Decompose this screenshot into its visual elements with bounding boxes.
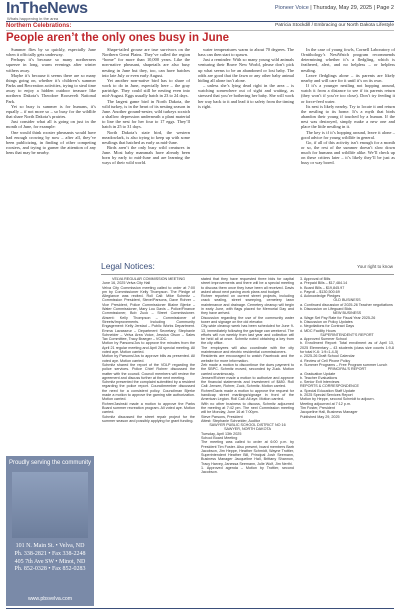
legal-paragraph: a. Special Education Staff Update xyxy=(300,388,356,393)
legal-paragraph: a. Prepaid Bills – $17,484.14 xyxy=(300,281,348,286)
issue-line: Pioneer Voice | Thursday, May 29, 2025 | Page 2 xyxy=(274,5,394,11)
legal-paragraph: 4. Acknowledge Pledges xyxy=(300,294,341,299)
legal-paragraph: Jensen/Rohrer made a motion to authorize and approve the financial statements and investment of $480. Roll Call: Jensen, Rohrer, Zuck, Schmitz. Motion carried. xyxy=(201,375,294,389)
ad-building-photo xyxy=(12,472,88,538)
legal-paragraph: d. MDC Facility Hours xyxy=(300,328,336,333)
legal-column-1 xyxy=(102,277,195,423)
legal-paragraph: c. Negotiations for Contract Days xyxy=(300,324,355,329)
legal-paragraph: Tuesday, April 13th 2025 xyxy=(201,431,242,436)
paragraph: Summer flies by so quickly, especially June when it officially gets underway. xyxy=(6,47,96,58)
article-column-4 xyxy=(301,47,395,166)
legal-paragraph: Schmitz shared the report of the VDLP regarding the police services. Police Chief Rohrer discussed the matter with the council. Council members will review the agreement and discuss further at the next meeting. xyxy=(102,362,195,380)
legal-paragraph: Discussion regarding the use of the community water tower and signage on the old elevator. xyxy=(201,315,294,324)
footer-rule xyxy=(6,608,394,609)
legal-paragraph: Velva City Commission meeting called to order at 7:00 pm by Commissioner Kelly Thompson. The Pledge of Allegiance was recited. Roll Call: Mike Schmitz – Commission President, Steve/Parsons, Dave Rohrer – Vice President, Police Commissioner Blaine Bjerke – Water Commissioner, Mary Lou Davis – Police/Finance Commissioner, Bob Zuck – Street Commissioner. Absent: Kelly Thompson – Commissioner of Streets/Improvements. Including Community Engagement: Kelly Jerstad – Public Works Department. Emma Lavasseur – Department Secretary, Stephanie Schneider – Velva Area Voice, Jessica Olson – Sales Tax Committee, Tracy Braeger – VCDC. xyxy=(102,285,195,342)
masthead-tagline: Whats happening in the area xyxy=(7,16,59,21)
legal-paragraph: a. Wage Set Pay Rate for Fiscal Year 2025-26 xyxy=(300,315,376,320)
legal-paragraph: Steve Parsons, President xyxy=(201,414,243,419)
legal-notices-title: Legal Notices: xyxy=(101,261,155,271)
paragraph: In the case of young fowls, Cornell Laboratory of Ornithology’s NestWatch program recommends determining whether it’s a fledgling, which is feathered, alert, and no helpless – or helpless nestling. xyxy=(301,47,395,73)
legal-paragraph: VELVA REGULAR COMMISSION MEETING xyxy=(111,277,185,281)
legal-paragraph: SUPERINTENDENT’S REPORT xyxy=(320,332,374,337)
legal-rule xyxy=(101,274,394,275)
legal-column-3 xyxy=(300,277,394,419)
legal-paragraph: Jacqueline Hall, Business Manager xyxy=(300,410,358,415)
legal-paragraph: PRINCIPAL’S REPORT xyxy=(327,367,367,372)
paragraph: Its nest is likely nearby. Try to locate it and return the nestling to its home. It’s a myth that birds abandon their young if touched by a human. If the nest was destroyed, simply make a new one and place the little nestling in it. xyxy=(301,103,395,130)
legal-paragraph: b. 2025 Special Services Report xyxy=(300,393,353,398)
paragraph: – unless she’s lying dead right in the area – is watching somewhere out of sight and waiting, as stressed that you’re bothering her baby. She will work her way back to it and lead it to safety from the timing is right. xyxy=(198,83,294,109)
legal-paragraph: Motion by Parsons/Jos to approve bills as presented. All voted aye. Motion carried. xyxy=(102,354,195,363)
legal-paragraph: Motion by Heppe, second Schmidt to adjourn. xyxy=(300,397,375,402)
ad-address-line: 101 N. Main St. • Velva, ND xyxy=(15,543,85,549)
legal-notices-subtitle: Your right to know xyxy=(357,264,393,269)
issue-date-page: Thursday, May 29, 2025 | Page 2 xyxy=(313,5,394,11)
paragraph: Go, if all of this activity isn’t enough for a month or so, the rest of the summer doesn’t slow down much for humans and wildlife alike. We’ll check up on these critters later – it’s likely they’ll be just as busy or way bored. xyxy=(301,139,395,166)
legal-paragraph: e. Summer Programs – Free Program summer Lunch xyxy=(300,362,388,367)
legal-paragraph: Residents are encouraged to watch Facebook and the website for more information. xyxy=(201,354,294,363)
legal-paragraph: a. Graduation Update xyxy=(300,371,336,376)
paragraph: Leave fledglings alone – its parents are likely nearby and will care for it until it’s on its own. xyxy=(301,72,395,83)
ad-website-link[interactable]: www.pbsvelva.com xyxy=(27,596,73,602)
legal-paragraph: Rohrer reported on current street projects, including crack sealing, street sweeping, cemetery lawn maintenance and drainage. Cemetery cleanup will begin in early June, with flags placed for Memorial Day and they have arrived. xyxy=(201,294,294,316)
ad-phone-line: Ph. 852-0328 • Fax 852-0283 xyxy=(14,566,86,573)
publication-name: Pioneer Voice xyxy=(274,5,309,11)
article-column-2 xyxy=(102,47,190,166)
section-rule xyxy=(6,30,394,31)
publication-logo[interactable]: InTheNews xyxy=(6,0,88,17)
legal-paragraph: The employees will also coordinate with the city maintenance and electric residential commissioners. xyxy=(201,345,294,355)
paragraph: If it’s a younger nestling not hopping around, watch it from a distance to see if its parents return (they won’t if you’re too close). Don’t try feeding it or force-feed water. xyxy=(301,83,395,104)
paragraph: One would think rooster pheasants would have had enough crowing by now – after all, they’ve been publicizing, in finding of other competing roosters, and trying to garner the attention of any hens that may be nearby. xyxy=(6,129,96,156)
legal-paragraph: SAWYER PUBLIC SCHOOL DISTRICT NO 16 xyxy=(209,423,286,428)
legal-column-2 xyxy=(201,277,294,475)
ad-address-block xyxy=(8,543,92,574)
paragraph: Just consider what all is going on just in the month of June, for example: xyxy=(6,119,96,130)
legal-paragraph: NEW BUSINESS xyxy=(332,311,362,316)
legal-paragraph: School Board Meeting xyxy=(201,435,238,440)
paragraph: water temperatures warm to about 70 degrees. The bass can then start to spawn. xyxy=(198,47,294,58)
legal-paragraph: c. 2025-26 Draft School Calendar xyxy=(300,354,355,359)
legal-paragraph: c. Payroll – $130,500.69 xyxy=(300,289,340,294)
legal-paragraph: With no other business to discuss, Schmitz adjourned the meeting at 7:42 pm. The next Commission meeting will be Monday, June 16 at 7:00pm. xyxy=(201,401,294,415)
legal-paragraph: d. Review of Cell Phone Policy xyxy=(300,358,351,363)
legal-paragraph: a. Approved Summer School xyxy=(300,337,347,342)
paragraph: The key is if it’s hopping around, leave it alone – good advice for young wildlife in general. xyxy=(301,129,395,140)
legal-paragraph: b. Discussion on Lifeguard Bids xyxy=(300,307,352,312)
masthead xyxy=(0,0,400,20)
article-column-1 xyxy=(6,47,96,155)
legal-paragraph: June 16, 2025 Velva City Hall xyxy=(102,281,151,286)
article-column-3 xyxy=(198,47,294,109)
column-byline: Patricia Stockdill / Embracing our North Dakota Lifestyle xyxy=(275,23,394,28)
legal-paragraph: b. Teacher Evaluations xyxy=(300,375,338,380)
legal-paragraph: Zeb made a motion to discontinue the dues payment to the SBPC. Schmitz moved, seconded by Zuck. Motion carried unanimously. xyxy=(201,362,294,376)
top-rule xyxy=(6,21,394,22)
section-label: Northern Celebrations: xyxy=(6,23,72,29)
legal-paragraph: stated that they have requested three bids for capital street improvements and there will be a special meeting to discuss them once they have been all received. Davis asked about next paving work plans and budget. xyxy=(201,277,294,294)
legal-paragraph: Attest: Stephanie Schneider, Auditor xyxy=(201,418,261,423)
legal-paragraph: Rohrer/Davis made a motion to approve the request for handicap street markings/signage in front of the American Legion. Roll Call: All aye. Motion carried. xyxy=(201,388,294,402)
legal-paragraph: The meeting was called to order at 6:00 p.m. by President Tim Foster. Also present, board members Barb Jacobson, Jim Heppe, Heather Schmidt, Wayne Trottier, Superintendent Heather Bill, Principal Josh Seemann, Business Manager Jacqueline Hall, Brittany Shannon, Tracy Harvey, Janessa Seemann, Julie Wolf, Jim Nerthi. xyxy=(201,440,294,466)
legal-paragraph: b. Discussion on Policy Updates xyxy=(300,319,353,324)
legal-paragraph: Meeting adjourned at 7:12 p.m. xyxy=(300,401,352,406)
article-headline: People aren’t the only ones busy in June xyxy=(6,32,230,44)
legal-paragraph: City-wide cleanup week has been scheduled for June 9-13, immediately following the garbage can weekend. The efforts will run weekly from last year and collection will be held all at once. Schmitz noted obtaining a key from the city office. xyxy=(201,324,294,346)
paragraph: Maybe it’s because it seems there are so many things going on, whether it’s children’s summer Parks and Recreation activities, trying to steal time away to enjoy a hidden outdoor treasure like northern Dakota’s Theodore Roosevelt National Park. xyxy=(6,72,96,104)
legal-paragraph: Rohrer/Jasinski made a motion to approve the Parks Board summer recreation program. All voted aye. Motion carried. xyxy=(102,401,195,415)
paragraph: Shape-tailed grouse are true survivors on the Northern Great Plains. They’ve called the region “home” for more than 10,000 years. Like the non-native pheasant, shapetails are also busy nesting in June but they, too, can have batches into late July or even early August. xyxy=(102,47,190,78)
ad-tagline: Proudly serving the community xyxy=(8,460,92,466)
legal-paragraph: b. Board Bills – $19,845.97 xyxy=(300,285,345,290)
legal-paragraph: Motion by Parsons/Jos to approve the minutes from the April 21 regular meeting and April 28 special meeting. All voted aye. Motion carried. xyxy=(102,341,195,355)
legal-paragraph: Published May 29, 2025 xyxy=(300,414,340,419)
legal-paragraph: Tim Foster, President xyxy=(300,405,335,410)
paragraph: Yet so busy is summer is for humans, it’s equally – if not more so – so busy for the wildlife that share North Dakota’s prairies. xyxy=(6,103,96,120)
legal-paragraph: c. Senior Exit Interviews xyxy=(300,380,340,385)
legal-paragraph: b. Enrollment Report: Total enrollment as of April 13, 2025 Elementary – 43 students (class size counts 1:9-8 for total K-6: 1:9=1-4-5) xyxy=(300,341,394,355)
ad-address-line: 405 7th Ave SW • Minot, ND xyxy=(14,558,86,565)
paragraph: Yet another non-native bird has to share of work to do in June, especially here – the gray partridge. They could still be nesting even into mid-August. Eggs usually hatch in 23 to 24 days. xyxy=(102,77,190,99)
legal-paragraph: SAWYER, NORTH DAKOTA xyxy=(224,427,271,432)
legal-paragraph: OLD BUSINESS xyxy=(333,298,361,303)
legal-paragraph: REPORTS & CORRESPONDENCE xyxy=(300,384,359,389)
legal-paragraph: 3. Approval of Bills xyxy=(300,277,331,281)
paragraph: North Dakota’s state bird, the western meadowlark, is also trying to keep up with some nestlings that hatched as early as mid-June. xyxy=(102,129,190,145)
legal-paragraph: Schmitz discussed the street repair project for the summer season and possibly applying for grant funding. xyxy=(102,414,195,423)
paragraph: Perhaps it’s because so many northerners squeeze in long, warm evenings after winter withers away. xyxy=(6,57,96,73)
paragraph: Birds aren’t the only busy wild creatures in June. Most baby mammals have already been born by early to mid-June and are learning the ways of their wild world. xyxy=(102,144,190,166)
legal-paragraph: a. Continued discussion of 2025-26 Teacher negotiations xyxy=(300,302,393,307)
ad-phone-line: Ph. 338-2821 • Fax 338-2248 xyxy=(14,550,86,557)
legal-paragraph: Schmitz presented the complaint submitted by a resident regarding the police report. Councilmember discussed the need for a consistent policy. Councilman Bjerke made a motion to approve the gaming site authorization. Motion carried. xyxy=(102,380,195,402)
paragraph: The largest game bird in North Dakota, the wild turkey, is in the heart of its nesting season in June. Another ground-nester, wild turkeys scratch a shallow depression underneath a plant material to line the nest for her four to 17 eggs. They’ll hatch in 25 to 31 days. xyxy=(102,98,190,130)
legal-paragraph: 1. Approved agenda – Motion by Trottier, second Jacobson. xyxy=(201,466,294,475)
paragraph: Just a reminder: With so many young wild animals venturing their Brave New World, please don’t pick up what seems to be an abandoned or lost baby. The odds are good that the fawn or any other baby animal hiding all alone isn’t alone. xyxy=(198,57,294,83)
